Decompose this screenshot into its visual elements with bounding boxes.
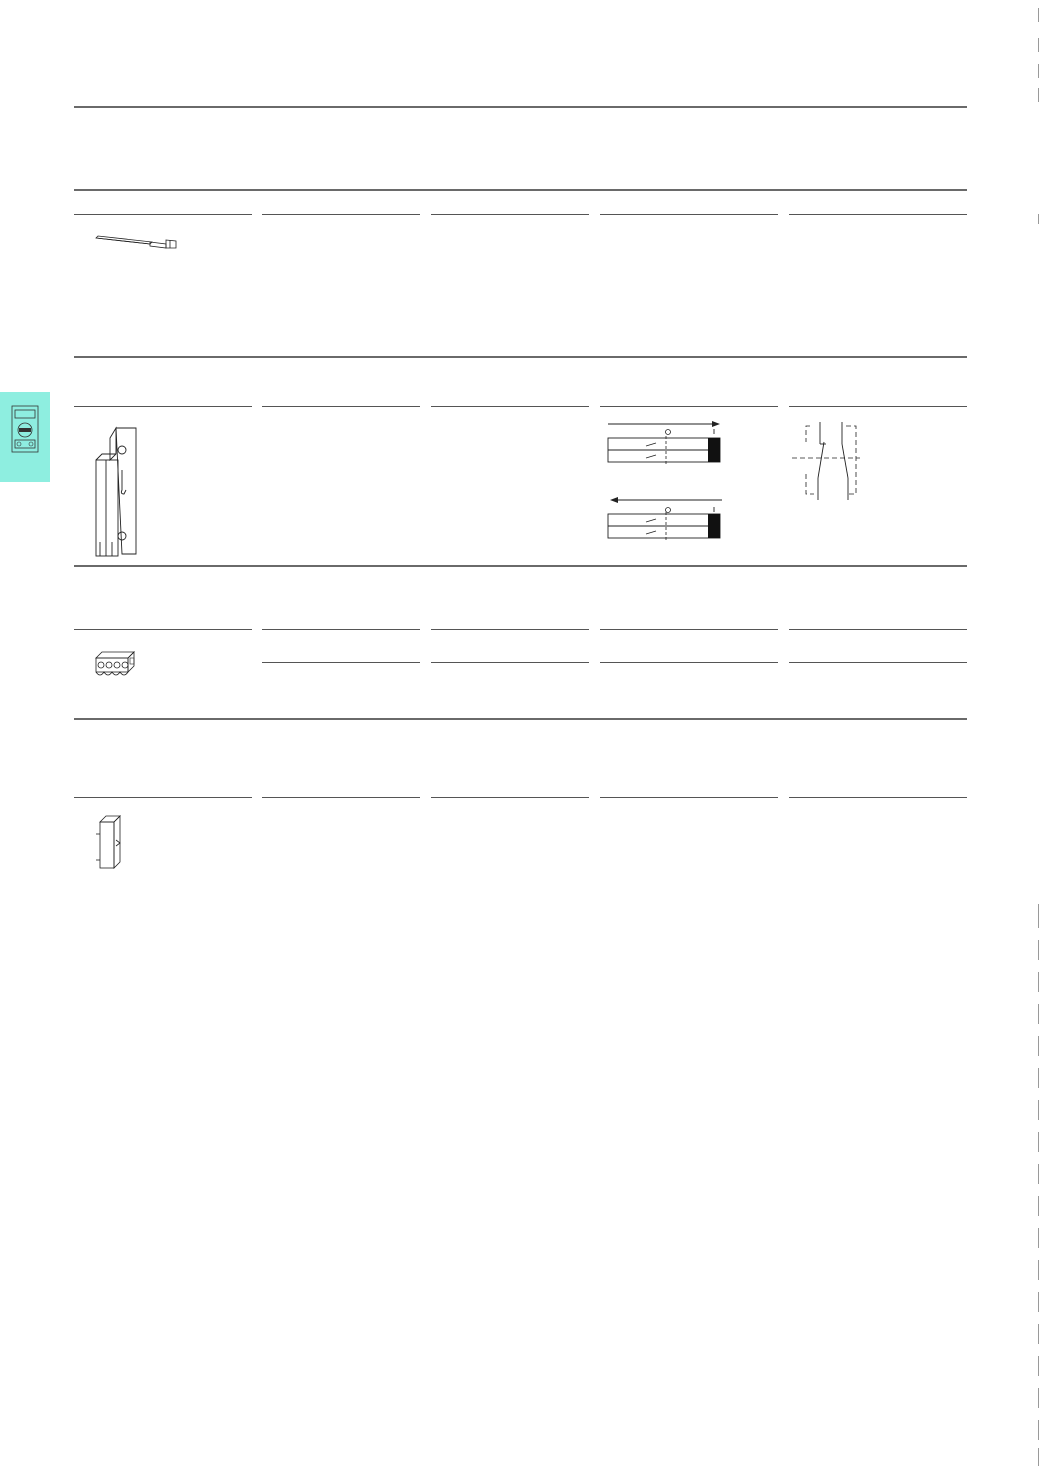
edge-mark xyxy=(1038,64,1039,78)
auxiliary-switch-block-icon xyxy=(92,424,144,562)
edge-mark xyxy=(1038,1036,1039,1056)
edge-mark xyxy=(1038,88,1039,102)
col-rule xyxy=(431,662,589,663)
col-rule xyxy=(600,629,778,630)
col-rule xyxy=(600,797,778,798)
edge-mark xyxy=(1038,1420,1039,1440)
position-off-marker xyxy=(666,430,671,435)
edge-mark xyxy=(1038,8,1039,22)
edge-mark xyxy=(1038,904,1039,928)
edge-mark xyxy=(1038,1164,1039,1184)
col-rule xyxy=(600,662,778,663)
edge-mark xyxy=(1038,1324,1039,1344)
col-rule xyxy=(600,214,778,215)
col-rule xyxy=(262,662,420,663)
rotary-shaft-icon xyxy=(94,232,184,254)
edge-mark xyxy=(1038,972,1039,992)
edge-mark xyxy=(1038,1228,1039,1248)
edge-mark xyxy=(1038,1132,1039,1152)
col-rule xyxy=(74,214,252,215)
edge-mark xyxy=(1038,1004,1039,1024)
section-rule xyxy=(74,356,967,358)
cover-block-icon xyxy=(92,814,128,872)
section-rule xyxy=(74,565,967,567)
section-rule xyxy=(74,718,967,720)
col-rule xyxy=(262,629,420,630)
col-rule xyxy=(600,406,778,407)
col-rule xyxy=(789,797,967,798)
col-rule xyxy=(74,797,252,798)
col-rule xyxy=(74,629,252,630)
edge-mark xyxy=(1038,38,1039,52)
edge-mark xyxy=(1038,1196,1039,1216)
col-rule xyxy=(789,214,967,215)
col-rule xyxy=(431,797,589,798)
section-tab xyxy=(0,392,50,482)
col-rule xyxy=(789,629,967,630)
edge-mark xyxy=(1038,1292,1039,1312)
edge-mark xyxy=(1038,1260,1039,1280)
col-rule xyxy=(262,406,420,407)
switching-position-diagram xyxy=(606,418,726,544)
header-rule-top xyxy=(74,106,967,108)
edge-mark xyxy=(1038,214,1039,224)
col-rule xyxy=(789,662,967,663)
header-rule-bottom xyxy=(74,189,967,191)
col-rule xyxy=(431,214,589,215)
edge-mark xyxy=(1038,1356,1039,1376)
edge-mark xyxy=(1038,1100,1039,1120)
col-rule xyxy=(262,797,420,798)
edge-mark xyxy=(1038,940,1039,960)
circuit-diagram xyxy=(790,422,870,502)
edge-mark xyxy=(1038,1448,1039,1466)
col-rule xyxy=(789,406,967,407)
col-rule xyxy=(431,406,589,407)
col-rule xyxy=(74,406,252,407)
circuit-breaker-icon xyxy=(10,404,40,454)
terminal-block-icon xyxy=(94,650,138,680)
col-rule xyxy=(431,629,589,630)
edge-mark xyxy=(1038,1068,1039,1088)
col-rule xyxy=(262,214,420,215)
edge-mark xyxy=(1038,1388,1039,1408)
